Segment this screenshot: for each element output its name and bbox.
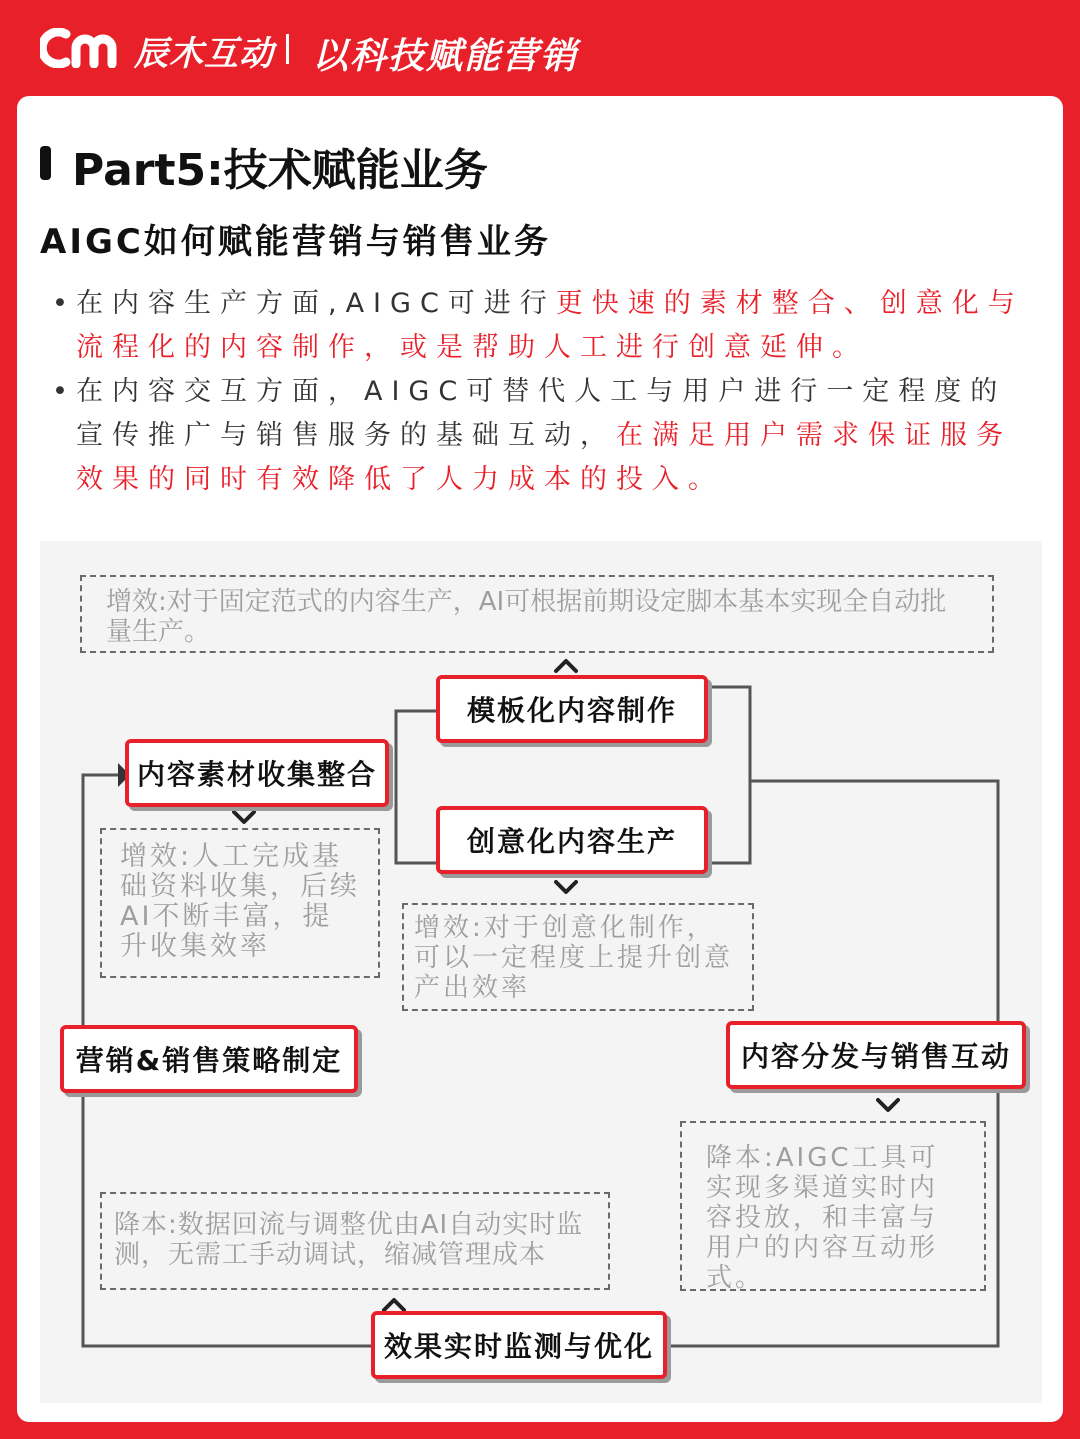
page-subtitle: AIGC如何赋能营销与销售业务 <box>40 222 551 262</box>
node-strategy[interactable]: 营销&销售策略制定 <box>60 1025 358 1093</box>
note-template: 增效:对于固定范式的内容生产，AI可根据前期设定脚本基本实现全自动批量生产。 <box>80 575 994 653</box>
note-creative: 增效:对于创意化制作，可以一定程度上提升创意产出效率 <box>402 903 754 1011</box>
chevron-down-icon <box>878 1100 898 1110</box>
chevron-down-icon <box>556 882 576 892</box>
bullet-highlight: 更快速的素材整合、创意化与流程化的内容制作，或是帮助人工进行创意延伸。 <box>76 288 1024 363</box>
node-monitor-optimize[interactable]: 效果实时监测与优化 <box>371 1311 667 1379</box>
node-template-content[interactable]: 模板化内容制作 <box>436 675 708 743</box>
node-collect-materials[interactable]: 内容素材收集整合 <box>125 739 389 807</box>
bullet-list <box>52 282 1042 502</box>
chevron-up-icon <box>384 1300 404 1310</box>
header-divider <box>286 34 289 64</box>
bullet-text: 在内容交互方面，AIGC可替代人工与用户进行一定程度的宣传推广与销售服务的基础互动， <box>76 376 1007 451</box>
chevron-down-icon <box>234 812 254 822</box>
bullet-dot: • <box>52 376 77 407</box>
bullet-item <box>52 282 1042 370</box>
header <box>0 0 1080 96</box>
note-monitor: 降本:数据回流与调整优由AI自动实时监测，无需工手动调试，缩减管理成本 <box>100 1192 610 1290</box>
cm-logo-icon <box>40 28 128 68</box>
node-creative-content[interactable]: 创意化内容生产 <box>436 806 708 874</box>
node-distribution[interactable]: 内容分发与销售互动 <box>726 1021 1026 1089</box>
bullet-dot: • <box>52 288 77 319</box>
bullet-item <box>52 370 1042 502</box>
fork-connector <box>396 711 436 863</box>
fork-connector <box>707 687 750 863</box>
brand-name: 辰木互动 <box>134 34 274 74</box>
note-distribution: 降本:AIGC工具可实现多渠道实时内容投放，和丰富与用户的内容互动形式。 <box>680 1121 986 1291</box>
chevron-up-icon <box>556 661 576 671</box>
note-collect: 增效:人工完成基础资料收集，后续AI不断丰富，提升收集效率 <box>100 828 380 978</box>
flow-diagram <box>40 541 1042 1403</box>
slogan: 以科技赋能营销 <box>312 36 579 77</box>
title-marker <box>40 146 51 180</box>
bullet-text: 在内容生产方面,AIGC可进行 <box>76 288 556 319</box>
page-title: Part5:技术赋能业务 <box>72 145 488 196</box>
bullet-highlight: 在满足用户需求保证服务效果的同时有效降低了人力成本的投入。 <box>76 420 1012 495</box>
